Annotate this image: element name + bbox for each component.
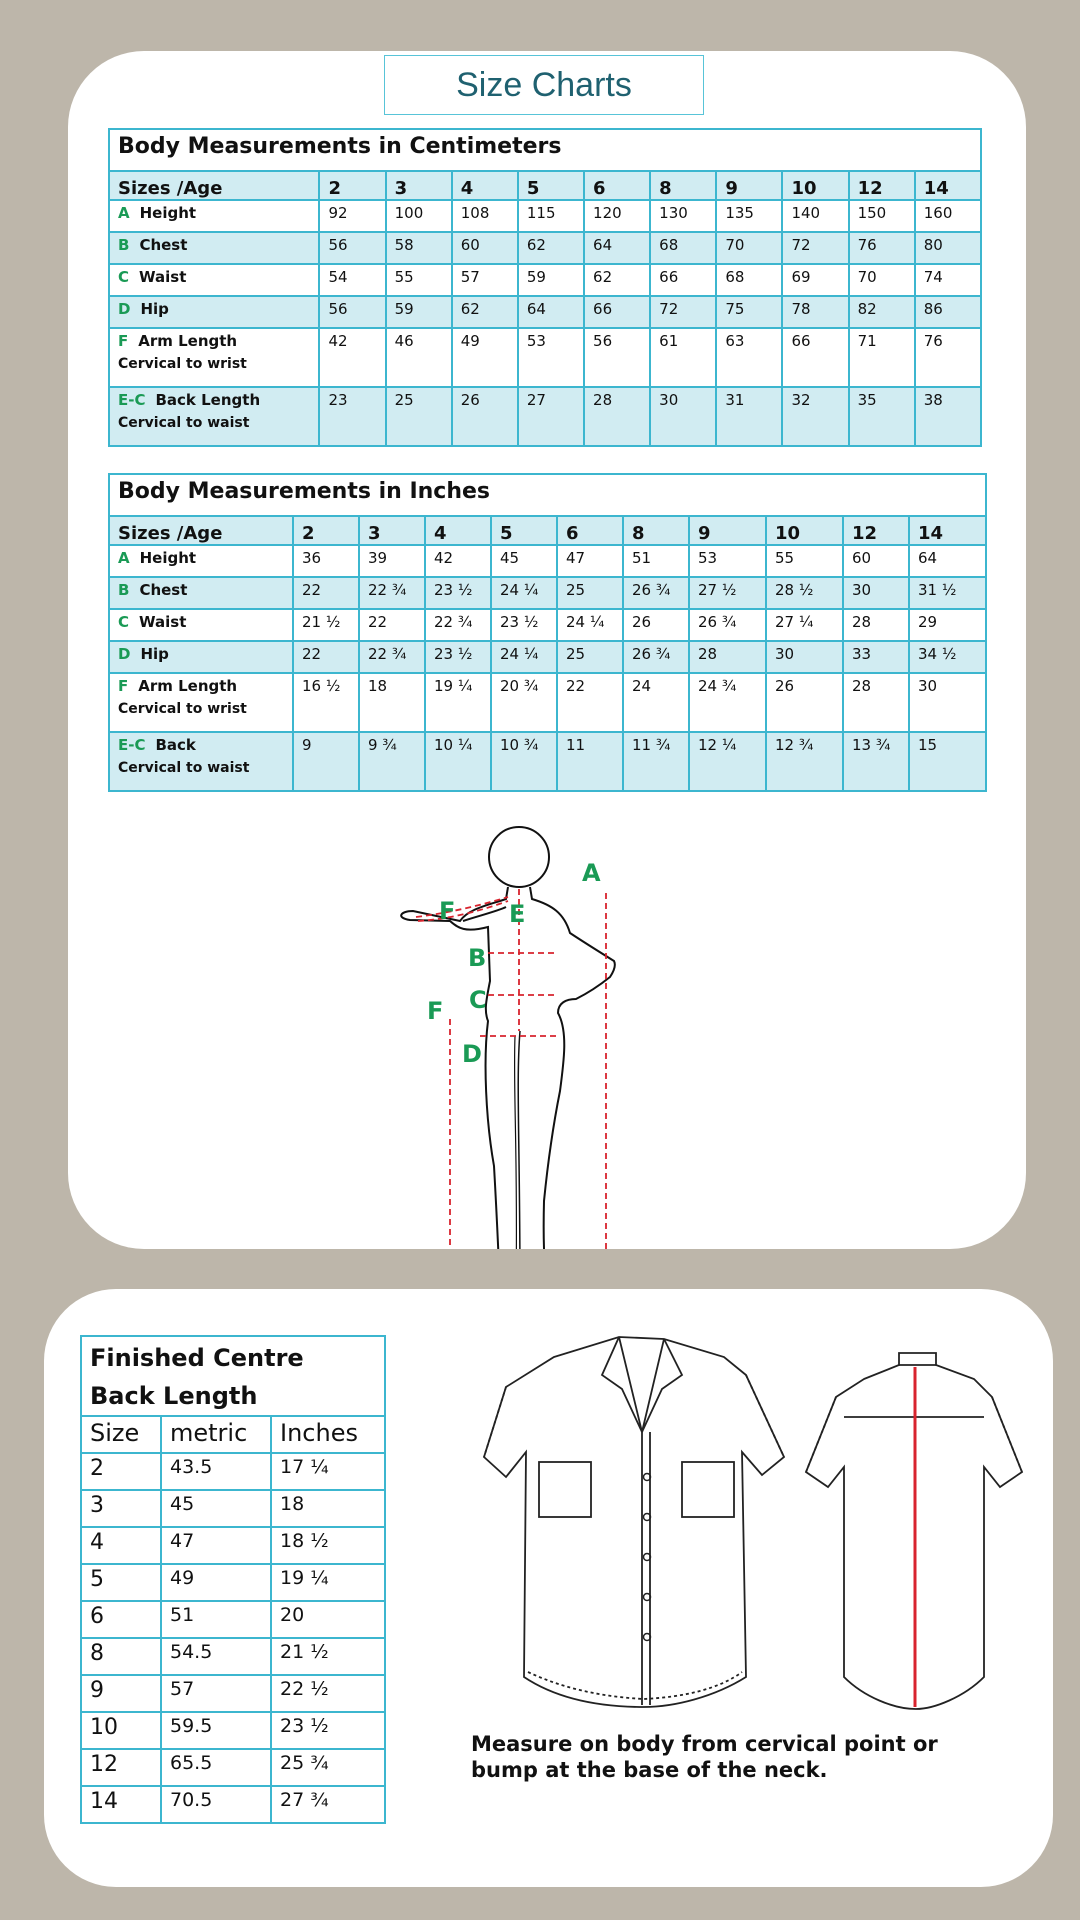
row-name: Hip (140, 645, 169, 663)
table-cell: 53 (518, 328, 584, 387)
table-cell: 75 (716, 296, 782, 328)
body-measurement-figure (368, 821, 768, 1249)
back-table-row (81, 1564, 385, 1601)
table-cell: 22 (293, 641, 359, 673)
table-cell: 92 (319, 200, 385, 232)
size-header: 10 (782, 171, 848, 200)
row-label (109, 200, 319, 232)
size-header: 14 (909, 516, 986, 545)
table-row (109, 545, 986, 577)
table-cell: 24 (623, 673, 689, 732)
table-cell: 12 ¾ (766, 732, 843, 791)
size-header: 2 (293, 516, 359, 545)
size-header: 8 (623, 516, 689, 545)
size-header: 3 (359, 516, 425, 545)
table-row (109, 673, 986, 732)
table-cell: 9 (293, 732, 359, 791)
row-name: Arm Length (138, 332, 238, 350)
row-sublabel: Cervical to waist (118, 415, 250, 431)
table-cell: 31 (716, 387, 782, 446)
table-cell: 34 ½ (909, 641, 986, 673)
size-header: 5 (518, 171, 584, 200)
table-cell: 32 (782, 387, 848, 446)
table-row (109, 328, 981, 387)
table-cell: 55 (386, 264, 452, 296)
figure-label-d: D (462, 1040, 482, 1068)
back-table-cell: 2 (81, 1453, 161, 1490)
table-cell: 69 (782, 264, 848, 296)
size-header: 12 (843, 516, 909, 545)
table-cell: 135 (716, 200, 782, 232)
size-header: 9 (689, 516, 766, 545)
back-table-cell: 20 (271, 1601, 385, 1638)
row-label (109, 545, 293, 577)
table-row (109, 609, 986, 641)
size-chart-card (68, 51, 1026, 1249)
row-letter: E-C (118, 391, 146, 409)
table-cell: 150 (849, 200, 915, 232)
table-cell: 56 (584, 328, 650, 387)
table-cell: 62 (584, 264, 650, 296)
table-cell: 49 (452, 328, 518, 387)
back-table-cell: 22 ½ (271, 1675, 385, 1712)
table-cell: 16 ½ (293, 673, 359, 732)
table-cell: 30 (766, 641, 843, 673)
table-cell: 70 (849, 264, 915, 296)
table-cell: 28 (843, 609, 909, 641)
table-cell: 23 ½ (425, 641, 491, 673)
table-cell: 54 (319, 264, 385, 296)
back-table-row (81, 1601, 385, 1638)
row-letter: A (118, 204, 130, 222)
table-cell: 26 ¾ (689, 609, 766, 641)
table-cell: 23 (319, 387, 385, 446)
back-table-cell: 12 (81, 1749, 161, 1786)
table-cell: 28 (584, 387, 650, 446)
table-cell: 160 (915, 200, 981, 232)
table-cell: 19 ¼ (425, 673, 491, 732)
row-name: Back Length (155, 391, 261, 409)
table-cell: 11 (557, 732, 623, 791)
back-table-cell: 65.5 (161, 1749, 271, 1786)
row-name: Hip (140, 300, 169, 318)
table-cell: 47 (557, 545, 623, 577)
table-cell: 23 ½ (491, 609, 557, 641)
table-cell: 46 (386, 328, 452, 387)
table-cell: 100 (386, 200, 452, 232)
table-row (109, 264, 981, 296)
table-cell: 18 (359, 673, 425, 732)
row-letter: F (118, 332, 129, 350)
row-letter: D (118, 645, 131, 663)
row-letter: B (118, 236, 130, 254)
row-label (109, 732, 293, 791)
row-letter: C (118, 268, 130, 286)
shirt-illustration (444, 1317, 1044, 1747)
table-cell: 35 (849, 387, 915, 446)
table-cell: 10 ¼ (425, 732, 491, 791)
back-table-cell: 27 ¾ (271, 1786, 385, 1823)
table-cell: 36 (293, 545, 359, 577)
table-cell: 31 ½ (909, 577, 986, 609)
table-row (109, 732, 986, 791)
back-table-row (81, 1490, 385, 1527)
back-table-row (81, 1675, 385, 1712)
sizes-age-label: Sizes /Age (109, 516, 293, 545)
figure-label-f-arm: F (439, 897, 456, 925)
back-table-cell: 5 (81, 1564, 161, 1601)
back-table-header-row (81, 1416, 385, 1453)
table-cell: 58 (386, 232, 452, 264)
table-cell: 66 (650, 264, 716, 296)
table-cell: 60 (452, 232, 518, 264)
size-header: 3 (386, 171, 452, 200)
back-table-cell: 43.5 (161, 1453, 271, 1490)
table-cell: 115 (518, 200, 584, 232)
table-header-row (109, 516, 986, 545)
row-label (109, 609, 293, 641)
table-cell: 82 (849, 296, 915, 328)
back-table-cell: 4 (81, 1527, 161, 1564)
table-cell: 26 (623, 609, 689, 641)
table-cell: 26 (452, 387, 518, 446)
table-cell: 28 (689, 641, 766, 673)
table-row (109, 387, 981, 446)
row-label (109, 387, 319, 446)
table-cell: 56 (319, 232, 385, 264)
table-cell: 39 (359, 545, 425, 577)
table-cell: 38 (915, 387, 981, 446)
table-cell: 25 (557, 577, 623, 609)
table-cell: 63 (716, 328, 782, 387)
table-cell: 9 ¾ (359, 732, 425, 791)
size-header: 8 (650, 171, 716, 200)
table-cell: 30 (843, 577, 909, 609)
back-table-cell: 57 (161, 1675, 271, 1712)
finished-back-length-table (80, 1335, 386, 1824)
table-cell: 24 ¼ (557, 609, 623, 641)
table-cell: 60 (843, 545, 909, 577)
row-label (109, 577, 293, 609)
table-cell: 22 ¾ (359, 577, 425, 609)
table-cell: 64 (584, 232, 650, 264)
back-table-cell: 54.5 (161, 1638, 271, 1675)
table-cell: 26 ¾ (623, 641, 689, 673)
size-header: 10 (766, 516, 843, 545)
table-cell: 15 (909, 732, 986, 791)
row-label (109, 296, 319, 328)
table-cell: 29 (909, 609, 986, 641)
back-table-cell: 10 (81, 1712, 161, 1749)
table-cell: 57 (452, 264, 518, 296)
inch-measurements-table (108, 473, 987, 792)
table-cell: 30 (909, 673, 986, 732)
table-cell: 64 (518, 296, 584, 328)
back-table-cell: 49 (161, 1564, 271, 1601)
table-cell: 120 (584, 200, 650, 232)
size-header: 9 (716, 171, 782, 200)
figure-label-a: A (582, 859, 601, 887)
page-title: Size Charts (384, 55, 704, 115)
table-cell: 23 ½ (425, 577, 491, 609)
table-cell: 130 (650, 200, 716, 232)
table-cell: 61 (650, 328, 716, 387)
size-header: 4 (425, 516, 491, 545)
back-table-cell: 9 (81, 1675, 161, 1712)
table-cell: 26 ¾ (623, 577, 689, 609)
row-letter: B (118, 581, 130, 599)
row-letter: C (118, 613, 130, 631)
table-cell: 27 (518, 387, 584, 446)
table-cell: 10 ¾ (491, 732, 557, 791)
table-cell: 12 ¼ (689, 732, 766, 791)
back-table-cell: 47 (161, 1527, 271, 1564)
table-cell: 76 (849, 232, 915, 264)
table-row (109, 641, 986, 673)
table-cell: 66 (782, 328, 848, 387)
table-cell: 13 ¾ (843, 732, 909, 791)
table-cell: 22 ¾ (359, 641, 425, 673)
back-table-row (81, 1749, 385, 1786)
back-table-cell: 19 ¼ (271, 1564, 385, 1601)
table-cell: 22 (557, 673, 623, 732)
back-table-cell: 25 ¾ (271, 1749, 385, 1786)
table-cell: 21 ½ (293, 609, 359, 641)
row-name: Waist (139, 613, 187, 631)
table-cell: 62 (452, 296, 518, 328)
table-header-row (109, 171, 981, 200)
back-table-caption: Finished Centre Back Length (81, 1336, 385, 1416)
table-cell: 74 (915, 264, 981, 296)
cm-measurements-table (108, 128, 982, 447)
row-sublabel: Cervical to wrist (118, 356, 247, 372)
back-table-cell: 8 (81, 1638, 161, 1675)
row-label (109, 328, 319, 387)
table-cell: 22 (293, 577, 359, 609)
back-table-cell: 6 (81, 1601, 161, 1638)
table-cell: 28 ½ (766, 577, 843, 609)
table-cell: 76 (915, 328, 981, 387)
table-cell: 140 (782, 200, 848, 232)
back-table-row (81, 1527, 385, 1564)
back-table-cell: 59.5 (161, 1712, 271, 1749)
back-table-cell: 23 ½ (271, 1712, 385, 1749)
row-name: Back (155, 736, 196, 754)
back-table-cell: 70.5 (161, 1786, 271, 1823)
figure-label-f-side: F (427, 997, 444, 1025)
size-header: 14 (915, 171, 981, 200)
table-cell: 59 (386, 296, 452, 328)
table-cell: 22 ¾ (425, 609, 491, 641)
back-table-cell: 45 (161, 1490, 271, 1527)
back-table-row (81, 1638, 385, 1675)
back-table-row (81, 1453, 385, 1490)
table-cell: 24 ¼ (491, 641, 557, 673)
row-letter: F (118, 677, 129, 695)
table-cell: 72 (650, 296, 716, 328)
back-table-header: Inches (271, 1416, 385, 1453)
measure-note: Measure on body from cervical point or bump at the base of the neck. (471, 1732, 938, 1782)
row-name: Waist (139, 268, 187, 286)
table-cell: 72 (782, 232, 848, 264)
table-cell: 25 (386, 387, 452, 446)
back-table-cell: 18 (271, 1490, 385, 1527)
size-header: 2 (319, 171, 385, 200)
table-cell: 27 ½ (689, 577, 766, 609)
row-name: Arm Length (138, 677, 238, 695)
row-letter: D (118, 300, 131, 318)
figure-label-c: C (469, 986, 487, 1014)
row-letter: A (118, 549, 130, 567)
table-cell: 78 (782, 296, 848, 328)
row-name: Height (139, 204, 197, 222)
back-table-header: metric (161, 1416, 271, 1453)
table-cell: 64 (909, 545, 986, 577)
table-cell: 59 (518, 264, 584, 296)
table-row (109, 200, 981, 232)
table-cell: 30 (650, 387, 716, 446)
table-cell: 26 (766, 673, 843, 732)
finished-length-card (44, 1289, 1053, 1887)
table-cell: 56 (319, 296, 385, 328)
table-cell: 71 (849, 328, 915, 387)
back-table-row (81, 1712, 385, 1749)
row-name: Chest (139, 236, 188, 254)
size-header: 6 (584, 171, 650, 200)
table-cell: 66 (584, 296, 650, 328)
table-cell: 27 ¼ (766, 609, 843, 641)
figure-label-b: B (468, 944, 487, 972)
table-cell: 108 (452, 200, 518, 232)
table-row (109, 296, 981, 328)
sizes-age-label: Sizes /Age (109, 171, 319, 200)
size-header: 4 (452, 171, 518, 200)
row-sublabel: Cervical to waist (118, 760, 250, 776)
table-cell: 25 (557, 641, 623, 673)
table-cell: 22 (359, 609, 425, 641)
row-name: Height (139, 549, 197, 567)
table-cell: 45 (491, 545, 557, 577)
back-table-row (81, 1786, 385, 1823)
table-row (109, 577, 986, 609)
back-table-cell: 14 (81, 1786, 161, 1823)
table-cell: 42 (425, 545, 491, 577)
table-cell: 24 ¼ (491, 577, 557, 609)
table-cell: 24 ¾ (689, 673, 766, 732)
table-cell: 28 (843, 673, 909, 732)
table-cell: 70 (716, 232, 782, 264)
table-cell: 20 ¾ (491, 673, 557, 732)
figure-label-e: E (509, 900, 526, 928)
table-cell: 80 (915, 232, 981, 264)
row-label (109, 641, 293, 673)
row-label (109, 232, 319, 264)
back-table-cell: 18 ½ (271, 1527, 385, 1564)
table-cell: 68 (716, 264, 782, 296)
table-row (109, 232, 981, 264)
size-header: 6 (557, 516, 623, 545)
table-cell: 51 (623, 545, 689, 577)
table-cell: 33 (843, 641, 909, 673)
row-label (109, 264, 319, 296)
row-name: Chest (139, 581, 188, 599)
back-table-cell: 21 ½ (271, 1638, 385, 1675)
size-header: 12 (849, 171, 915, 200)
back-table-header: Size (81, 1416, 161, 1453)
table-caption: Body Measurements in Inches (109, 474, 986, 516)
row-sublabel: Cervical to wrist (118, 701, 247, 717)
row-label (109, 673, 293, 732)
table-cell: 11 ¾ (623, 732, 689, 791)
table-cell: 53 (689, 545, 766, 577)
table-caption: Body Measurements in Centimeters (109, 129, 981, 171)
row-letter: E-C (118, 736, 146, 754)
table-cell: 62 (518, 232, 584, 264)
table-cell: 86 (915, 296, 981, 328)
size-header: 5 (491, 516, 557, 545)
table-cell: 42 (319, 328, 385, 387)
back-table-cell: 3 (81, 1490, 161, 1527)
table-cell: 55 (766, 545, 843, 577)
back-table-cell: 51 (161, 1601, 271, 1638)
table-cell: 68 (650, 232, 716, 264)
back-table-cell: 17 ¼ (271, 1453, 385, 1490)
